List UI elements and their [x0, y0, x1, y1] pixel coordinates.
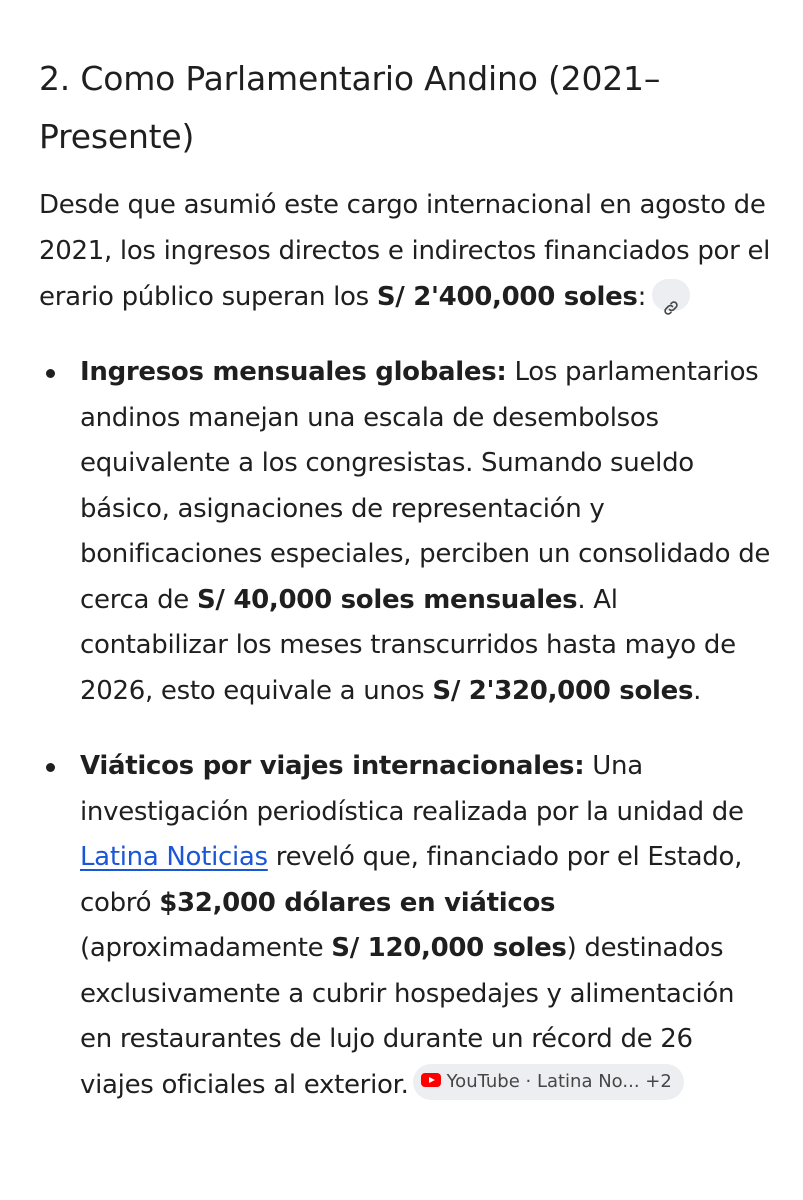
income-list	[39, 350, 773, 1108]
list-item	[39, 744, 773, 1108]
item-label: Viáticos por viajes internacionales:	[80, 751, 585, 781]
item-amount: $32,000 dólares en viáticos	[159, 887, 556, 918]
item-amount: S/ 2'320,000 soles	[432, 675, 694, 706]
intro-text: Desde que asumió este cargo internacional en agosto de 2021, los ingresos directos e indirectos financiados por el erario público superan los	[39, 190, 771, 312]
item-text: . Al contabilizar los meses transcurridos hasta mayo de 2026, esto equivale a unos	[80, 584, 736, 706]
intro-paragraph	[39, 182, 773, 320]
list-item	[39, 350, 773, 714]
item-text: (aproximadamente	[80, 933, 332, 963]
intro-amount: S/ 2'400,000 soles	[376, 282, 638, 312]
source-chip[interactable]	[413, 1064, 684, 1100]
bullet-dot	[46, 369, 55, 378]
item-text: ) destinados exclusivamente a cubrir hospedajes y alimentación en restaurantes de lujo durante un récord de 26 viajes oficiales al exterior.	[80, 933, 735, 1100]
item-text: Los parlamentarios andinos manejan una escala de desembolsos equivalente a los congresistas. Sumando sueldo básico, asignaciones de representación y bonificaciones especiales, perciben un consolidado de cerca de	[80, 357, 771, 615]
source-chip-label: YouTube · Latina No...	[446, 1071, 640, 1092]
citation-link-chip[interactable]	[652, 279, 690, 311]
intro-colon: :	[637, 282, 647, 312]
item-text: reveló que, financiado por el Estado, cobró	[80, 842, 743, 918]
item-amount: S/ 40,000 soles mensuales	[196, 584, 578, 615]
source-chip-extra: +2	[645, 1071, 672, 1092]
latina-noticias-link[interactable]: Latina Noticias	[80, 842, 268, 872]
item-label: Ingresos mensuales globales:	[80, 357, 507, 387]
section-title: 2. Como Parlamentario Andino (2021–Presente)	[39, 59, 661, 156]
bullet-dot	[46, 763, 55, 772]
item-amount: S/ 120,000 soles	[331, 933, 567, 963]
youtube-icon	[421, 1073, 441, 1087]
item-text: Una investigación periodística realizada por la unidad de	[80, 751, 744, 827]
link-icon	[662, 299, 680, 317]
item-text: .	[693, 675, 702, 706]
